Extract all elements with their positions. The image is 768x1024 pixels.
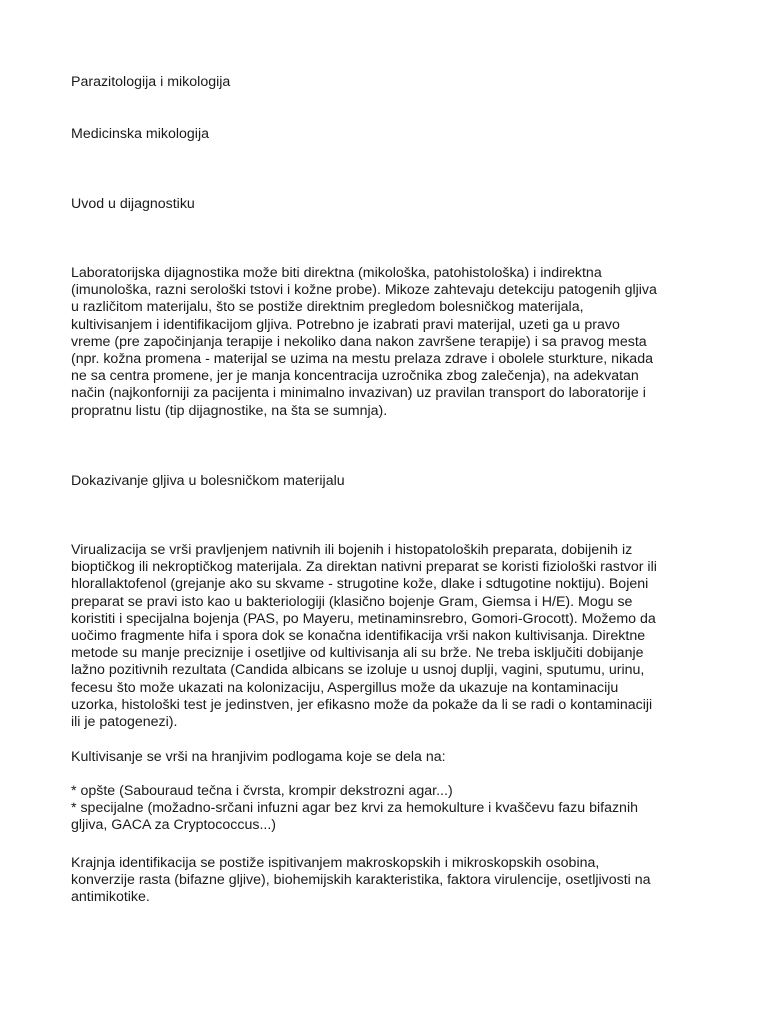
paragraph-identification: Krajnja identifikacija se postiže ispitivanjem makroskopskih i mikroskopskih osobina, konverzije rasta (bifazne gljive), biohemijskih karakteristika, faktora virulencije, osetljivosti na antimikotike.	[71, 855, 651, 906]
subsection-title-intro: Uvod u dijagnostiku	[71, 196, 195, 212]
paragraph-lab-diagnostics: Laboratorijska dijagnostika može biti direktna (mikološka, patohistološka) i indirektna (imunološka, razni serološki tstovi i kožne probe). Mikoze zahtevaju detekciju patogenih gljiva u različitom materijalu, što se postiže direktnim pregledom bolesničkog materijala, kultivisanjem i identifikacijom gljiva. Potrebno je izabrati pravi materijal, uzeti ga u pravo vreme (pre započinjanja terapije i nekoliko dana nakon završene terapije) i sa pravog mesta (npr. kožna promena - materijal se uzima na mestu prelaza zdrave i obolele sturkture, nikada ne sa centra promene, jer je manja koncentracija uzročnika zbog zalečenja), na adekvatan način (najkonforniji za pacijenta i minimalno invazivan) uz pravilan transport do laboratorije i propratnu listu (tip dijagnostike, na šta se sumnja).	[71, 265, 657, 419]
section-title: Medicinska mikologija	[71, 126, 209, 142]
paragraph-cultivation: Kultivisanje se vrši na hranjivim podlogama koje se dela na:	[71, 749, 446, 765]
document-title: Parazitologija i mikologija	[71, 74, 231, 90]
list-media-types: * opšte (Sabouraud tečna i čvrsta, krompir dekstrozni agar...) * specijalne (možadno-srčani infuzni agar bez krvi za hemokulture i kvaščevu fazu bifaznih gljiva, GACA za Cryptococcus...)	[71, 783, 638, 834]
subsection-title-detection: Dokazivanje gljiva u bolesničkom materijalu	[71, 473, 345, 489]
paragraph-visualization: Virualizacija se vrši pravljenjem nativnih ili bojenih i histopatoloških preparata, dobijenih iz bioptičkog ili nekroptičkog materijala. Za direktan nativni preparat se koristi fiziološki rastvor ili hlorallaktofenol (grejanje ako su skvame - strugotine kože, dlake i sdtugotine noktiju). Bojeni preparat se pravi isto kao u bakteriologiji (klasično bojenje Gram, Giemsa i H/E). Mogu se koristiti i specijalna bojenja (PAS, po Mayeru, metinaminsrebro, Gomori-Grocott). Možemo da uočimo fragmente hifa i spora dok se konačna identifikacija vrši nakon kultivisanja. Direktne metode su manje preciznije i osetljive od kultivisanja ali su brže. Ne treba isključiti dobijanje lažno pozitivnih rezultata (Candida albicans se izoluje u usnoj duplji, vagini, sputumu, urinu, fecesu što može ukazati na kolonizaciju, Aspergillus može da ukazuje na kontaminaciju uzorka, histološki test je jedinstven, jer efikasno može da pokaže da li se radi o kontaminaciji ili je patogenezi).	[71, 542, 657, 731]
